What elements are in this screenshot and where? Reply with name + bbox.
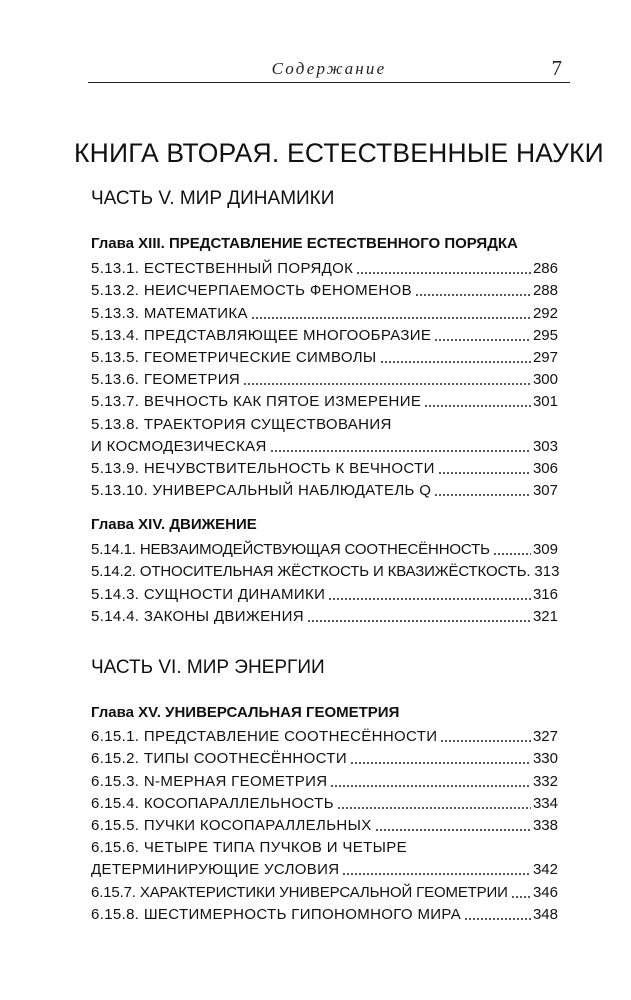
toc-entry-page: 321 bbox=[532, 607, 558, 625]
toc-entry[interactable] bbox=[91, 345, 558, 367]
toc-entry[interactable] bbox=[91, 604, 558, 626]
toc-entry[interactable] bbox=[91, 746, 558, 768]
toc-entry-page: 334 bbox=[532, 794, 558, 812]
toc-leader-dots bbox=[375, 829, 531, 831]
toc-entry-page: 301 bbox=[532, 393, 558, 411]
toc-leader-dots bbox=[330, 785, 531, 787]
toc-entry-text: 5.13.3. МАТЕМАТИКА bbox=[91, 304, 248, 322]
chapter-title-xiv bbox=[91, 516, 257, 533]
toc-entry-text: 6.15.6. ЧЕТЫРЕ ТИПА ПУЧКОВ И ЧЕТЫРЕ bbox=[91, 839, 407, 857]
toc-leader-dots bbox=[415, 294, 531, 296]
part-title-vi: ЧАСТЬ VI. МИР ЭНЕРГИИ bbox=[91, 657, 325, 678]
toc-entry[interactable] bbox=[91, 791, 558, 813]
toc-entry-page: 330 bbox=[532, 750, 558, 768]
toc-entry-text: 5.13.9. НЕЧУВСТВИТЕЛЬНОСТЬ К ВЕЧНОСТИ bbox=[91, 459, 435, 477]
toc-entry-continuation[interactable] bbox=[91, 857, 558, 879]
toc-entry-text: 5.13.5. ГЕОМЕТРИЧЕСКИЕ СИМВОЛЫ bbox=[91, 348, 377, 366]
toc-entry-text: 5.14.3. СУЩНОСТИ ДИНАМИКИ bbox=[91, 585, 326, 603]
toc-leader-dots bbox=[270, 450, 531, 452]
toc-entry-page: 332 bbox=[532, 772, 558, 790]
toc-leader-dots bbox=[307, 620, 531, 622]
toc-entry-text: 5.13.2. НЕИСЧЕРПАЕМОСТЬ ФЕНОМЕНОВ bbox=[91, 282, 412, 300]
toc-entry-page: 297 bbox=[532, 348, 558, 366]
toc-entry-text: 6.15.5. ПУЧКИ КОСОПАРАЛЛЕЛЬНЫХ bbox=[91, 816, 372, 834]
toc-entry-text: 5.13.1. ЕСТЕСТВЕННЫЙ ПОРЯДОК bbox=[91, 260, 354, 278]
toc-entry[interactable] bbox=[91, 768, 558, 790]
toc-list-chapter-xiv bbox=[91, 537, 558, 626]
toc-entry[interactable] bbox=[91, 300, 558, 322]
toc-entry[interactable] bbox=[91, 537, 558, 559]
chapter-title-xv bbox=[91, 704, 399, 721]
toc-entry-page: 286 bbox=[532, 260, 558, 278]
toc-entry[interactable] bbox=[91, 813, 558, 835]
toc-entry-page: 295 bbox=[532, 326, 558, 344]
toc-leader-dots bbox=[350, 762, 531, 764]
toc-leader-dots bbox=[356, 272, 531, 274]
running-header-title: Содержание bbox=[271, 59, 387, 78]
part-title-v: ЧАСТЬ V. МИР ДИНАМИКИ bbox=[91, 188, 335, 209]
toc-leader-dots bbox=[434, 494, 531, 496]
toc-entry-page: 307 bbox=[532, 482, 558, 500]
toc-leader-dots bbox=[434, 339, 531, 341]
toc-entry-page: 300 bbox=[532, 371, 558, 389]
toc-entry[interactable] bbox=[91, 724, 558, 746]
toc-entry-page: 288 bbox=[532, 282, 558, 300]
toc-entry-text: 6.15.4. КОСОПАРАЛЛЕЛЬНОСТЬ bbox=[91, 794, 334, 812]
toc-entry-page: 303 bbox=[532, 437, 558, 455]
toc-entry-page: 292 bbox=[532, 304, 558, 322]
chapter-name: ПРЕДСТАВЛЕНИЕ ЕСТЕСТВЕННОГО ПОРЯДКА bbox=[169, 235, 518, 252]
toc-entry[interactable] bbox=[91, 902, 558, 924]
toc-list-chapter-xiii bbox=[91, 256, 558, 500]
running-header bbox=[88, 56, 570, 83]
toc-leader-dots bbox=[424, 405, 531, 407]
toc-entry-page: 348 bbox=[532, 905, 558, 923]
toc-entry-text-cont: ДЕТЕРМИНИРУЮЩИЕ УСЛОВИЯ bbox=[91, 861, 340, 879]
toc-entry-first-line[interactable] bbox=[91, 835, 558, 857]
toc-entry-page: 346 bbox=[532, 883, 558, 901]
toc-entry-page: 306 bbox=[532, 459, 558, 477]
page-number: 7 bbox=[551, 56, 562, 80]
toc-entry[interactable] bbox=[91, 559, 558, 581]
toc-entry-text: 5.13.6. ГЕОМЕТРИЯ bbox=[91, 371, 241, 389]
chapter-label: Глава XV. bbox=[91, 704, 161, 721]
toc-entry-page: 342 bbox=[532, 861, 558, 879]
toc-leader-dots bbox=[251, 317, 531, 319]
chapter-label: Глава XIV. bbox=[91, 516, 166, 533]
toc-leader-dots bbox=[337, 807, 531, 809]
chapter-name: ДВИЖЕНИЕ bbox=[169, 516, 257, 533]
toc-entry-page: 309 bbox=[532, 541, 558, 559]
toc-entry[interactable] bbox=[91, 389, 558, 411]
toc-entry-text: 5.13.8. ТРАЕКТОРИЯ СУЩЕСТВОВАНИЯ bbox=[91, 415, 392, 433]
toc-entry-text: 5.13.7. ВЕЧНОСТЬ КАК ПЯТОЕ ИЗМЕРЕНИЕ bbox=[91, 393, 422, 411]
toc-list-chapter-xv bbox=[91, 724, 558, 924]
toc-leader-dots bbox=[440, 740, 531, 742]
toc-leader-dots bbox=[342, 873, 530, 875]
toc-entry-text: 5.13.4. ПРЕДСТАВЛЯЮЩЕЕ МНОГООБРАЗИЕ bbox=[91, 326, 432, 344]
chapter-name: УНИВЕРСАЛЬНАЯ ГЕОМЕТРИЯ bbox=[165, 704, 400, 721]
toc-entry-page: 313 bbox=[534, 563, 560, 581]
toc-entry[interactable] bbox=[91, 256, 558, 278]
toc-entry-text: 6.15.1. ПРЕДСТАВЛЕНИЕ СООТНЕСЁННОСТИ bbox=[91, 728, 438, 746]
toc-leader-dots bbox=[328, 598, 531, 600]
toc-entry-text: 6.15.2. ТИПЫ СООТНЕСЁННОСТИ bbox=[91, 750, 347, 768]
toc-leader-dots bbox=[464, 918, 531, 920]
toc-entry-page: 338 bbox=[532, 816, 558, 834]
toc-entry-text: 5.14.2. ОТНОСИТЕЛЬНАЯ ЖЁСТКОСТЬ И КВАЗИЖЁСТКОСТЬ. bbox=[91, 563, 531, 581]
toc-entry[interactable] bbox=[91, 367, 558, 389]
toc-leader-dots bbox=[511, 896, 531, 898]
toc-entry[interactable] bbox=[91, 456, 558, 478]
book-title: КНИГА ВТОРАЯ. ЕСТЕСТВЕННЫЕ НАУКИ bbox=[74, 138, 604, 168]
chapter-label: Глава XIII. bbox=[91, 235, 165, 252]
toc-leader-dots bbox=[380, 361, 531, 363]
toc-entry-text: 5.14.4. ЗАКОНЫ ДВИЖЕНИЯ bbox=[91, 607, 304, 625]
toc-entry[interactable] bbox=[91, 581, 558, 603]
toc-entry[interactable] bbox=[91, 478, 558, 500]
toc-entry-text: 6.15.8. ШЕСТИМЕРНОСТЬ ГИПОНОМНОГО МИРА bbox=[91, 905, 462, 923]
toc-leader-dots bbox=[493, 553, 531, 555]
toc-entry[interactable] bbox=[91, 278, 558, 300]
toc-leader-dots bbox=[438, 472, 531, 474]
chapter-title-xiii bbox=[91, 235, 518, 252]
toc-leader-dots bbox=[243, 383, 531, 385]
toc-entry-continuation[interactable] bbox=[91, 434, 558, 456]
toc-entry-text: 5.14.1. НЕВЗАИМОДЕЙСТВУЮЩАЯ СООТНЕСЁННОСТЬ bbox=[91, 541, 490, 559]
toc-entry[interactable] bbox=[91, 323, 558, 345]
toc-entry-first-line[interactable] bbox=[91, 411, 558, 433]
toc-entry[interactable] bbox=[91, 879, 558, 901]
toc-entry-text: 6.15.3. N-МЕРНАЯ ГЕОМЕТРИЯ bbox=[91, 772, 328, 790]
toc-entry-text-cont: И КОСМОДЕЗИЧЕСКАЯ bbox=[91, 437, 267, 455]
toc-entry-page: 316 bbox=[532, 585, 558, 603]
toc-entry-page: 327 bbox=[532, 728, 558, 746]
toc-entry-text: 5.13.10. УНИВЕРСАЛЬНЫЙ НАБЛЮДАТЕЛЬ Q bbox=[91, 482, 432, 500]
toc-entry-text: 6.15.7. ХАРАКТЕРИСТИКИ УНИВЕРСАЛЬНОЙ ГЕОМЕТРИИ bbox=[91, 883, 508, 901]
